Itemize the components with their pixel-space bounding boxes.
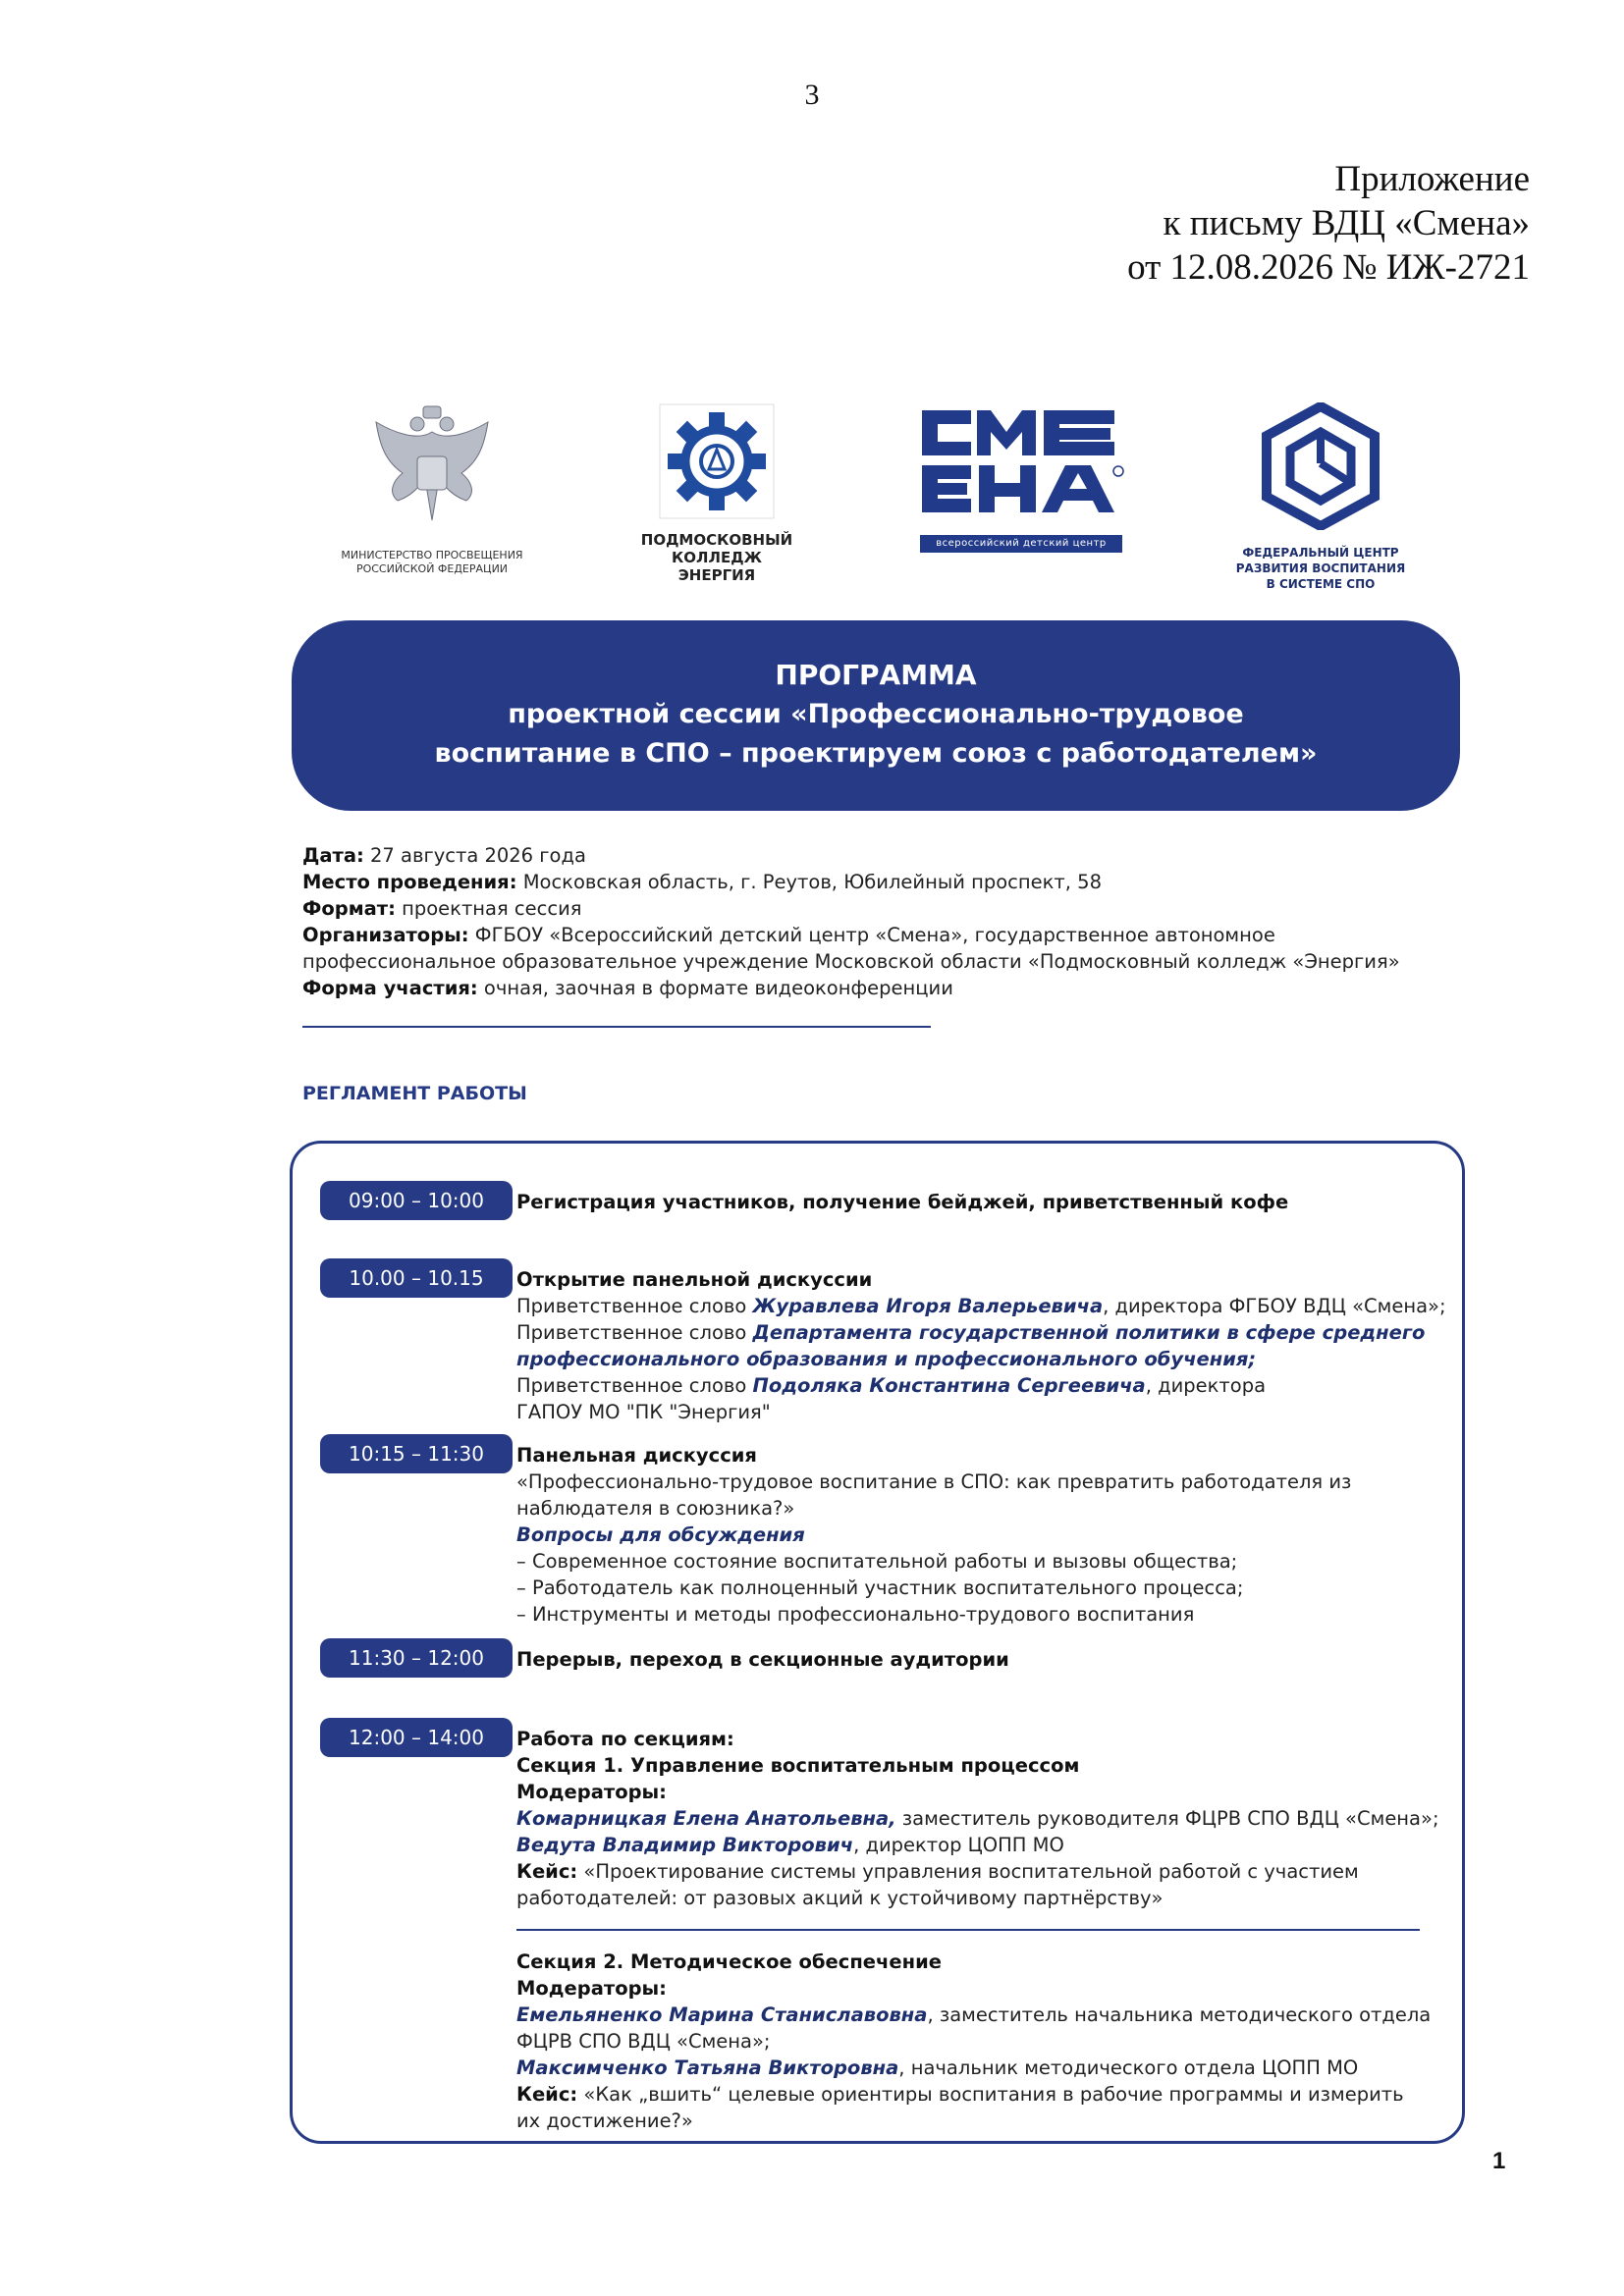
smena-logo	[913, 402, 1129, 553]
moderator-line	[516, 1832, 1449, 1858]
meta-format-value: проектная сессия	[395, 897, 582, 920]
text-fragment: Приветственное слово	[516, 1295, 753, 1317]
department-name: Департамента государственной политики в сфере среднего	[752, 1321, 1426, 1344]
meta-participation	[302, 975, 1481, 1001]
moderator-line-cont: ФЦРВ СПО ВДЦ «Смена»;	[516, 2030, 771, 2053]
meta-place-label: Место проведения:	[302, 871, 517, 893]
moderator-line	[516, 2002, 1449, 2028]
meta-date-label: Дата:	[302, 844, 364, 867]
department-name-cont: профессионального образования и профессионального обучения;	[516, 1348, 1257, 1370]
time-badge: 11:30 – 12:00	[320, 1638, 513, 1678]
appendix-line-3: от 12.08.2026 № ИЖ-2721	[1127, 247, 1530, 288]
page-number-bottom: 1	[1492, 2148, 1506, 2174]
row-title: Регистрация участников, получение бейджей, приветственный кофе	[516, 1191, 1289, 1213]
greeting-line	[516, 1319, 1449, 1346]
case-line	[516, 1858, 1449, 1885]
discussion-topic-cont: наблюдателя в союзника?»	[516, 1497, 795, 1520]
row-title: Панельная дискуссия	[516, 1444, 757, 1467]
section-2-title: Секция 2. Методическое обеспечение	[516, 1950, 942, 1973]
row-content	[516, 1189, 1449, 1215]
row-content	[516, 1726, 1449, 2134]
text-fragment: , директора ФГБОУ ВДЦ «Смена»;	[1103, 1295, 1446, 1317]
case-text-cont: их достижение?»	[516, 2109, 693, 2132]
ministry-logo	[314, 402, 550, 576]
person-name: Емельяненко Марина Станиславовна	[516, 2003, 928, 2026]
section-2-moderators-label: Модераторы:	[516, 1977, 667, 2000]
banner-subtitle-2: воспитание в СПО – проектируем союз с работодателем»	[434, 738, 1318, 769]
appendix-line-1: Приложение	[1334, 159, 1530, 199]
fcrv-caption-3: В СИСТЕМЕ СПО	[1266, 577, 1376, 591]
person-name: Ведута Владимир Викторович	[516, 1834, 854, 1856]
fcrv-caption-2: РАЗВИТИЯ ВОСПИТАНИЯ	[1235, 561, 1406, 575]
event-meta	[302, 842, 1481, 1001]
time-badge: 10.00 – 10.15	[320, 1258, 513, 1298]
row-content	[516, 1442, 1449, 1628]
meta-org-value-1: ФГБОУ «Всероссийский детский центр «Смена», государственное автономное	[468, 924, 1275, 946]
banner-title: ПРОГРАММА	[775, 659, 977, 691]
meta-format-label: Формат:	[302, 897, 396, 920]
energy-caption-2: КОЛЛЕДЖ	[672, 549, 762, 566]
appendix-block	[1127, 157, 1530, 290]
greeting-line	[516, 1372, 1449, 1399]
case-text-cont: работодателей: от разовых акций к устойчивому партнёрству»	[516, 1887, 1164, 1909]
smena-wordmark-icon	[918, 402, 1124, 530]
text-fragment: , начальник методического отдела ЦОПП МО	[898, 2056, 1359, 2079]
meta-format	[302, 895, 1481, 922]
case-label: Кейс:	[516, 2083, 578, 2106]
text-fragment: Приветственное слово	[516, 1321, 753, 1344]
row-title: Работа по секциям:	[516, 1728, 734, 1750]
time-badge: 10:15 – 11:30	[320, 1434, 513, 1473]
appendix-line-2: к письму ВДЦ «Смена»	[1163, 203, 1530, 243]
logo-row	[314, 402, 1453, 599]
row-title: Открытие панельной дискуссии	[516, 1268, 873, 1291]
meta-divider	[302, 1026, 931, 1028]
meta-place	[302, 869, 1481, 895]
case-line	[516, 2081, 1449, 2108]
fcrv-caption-1: ФЕДЕРАЛЬНЫЙ ЦЕНТР	[1242, 546, 1399, 560]
hexagon-cube-icon	[1257, 402, 1384, 530]
row-content	[516, 1266, 1449, 1425]
text-fragment: заместитель руководителя ФЦРВ СПО ВДЦ «Смена»;	[895, 1807, 1439, 1830]
text-fragment: Приветственное слово	[516, 1374, 753, 1397]
meta-participation-value: очная, заочная в формате видеоконференции	[477, 977, 953, 999]
question-item: – Работодатель как полноценный участник воспитательного процесса;	[516, 1576, 1244, 1599]
question-item: – Инструменты и методы профессионально-трудового воспитания	[516, 1603, 1195, 1626]
text-fragment: , директора	[1145, 1374, 1267, 1397]
row-title: Перерыв, переход в секционные аудитории	[516, 1648, 1009, 1671]
meta-org-label: Организаторы:	[302, 924, 469, 946]
section-1-moderators-label: Модераторы:	[516, 1781, 667, 1803]
ministry-caption-1: МИНИСТЕРСТВО ПРОСВЕЩЕНИЯ	[341, 549, 523, 561]
schedule-heading: РЕГЛАМЕНТ РАБОТЫ	[302, 1083, 527, 1104]
smena-band-text: всероссийский детский центр	[920, 535, 1122, 553]
greeting-line	[516, 1293, 1449, 1319]
gear-emblem-icon	[658, 402, 776, 520]
case-label: Кейс:	[516, 1860, 578, 1883]
section-divider	[516, 1929, 1420, 1931]
program-banner	[292, 620, 1460, 811]
text-fragment: , заместитель начальника методического отдела	[927, 2003, 1432, 2026]
meta-organizers-cont: профессиональное образовательное учреждение Московской области «Подмосковный колледж «Энергия»	[302, 950, 1400, 973]
discussion-topic: «Профессионально-трудовое воспитание в СПО: как превратить работодателя из	[516, 1470, 1352, 1493]
moderator-line	[516, 2055, 1449, 2081]
section-1-title: Секция 1. Управление воспитательным процессом	[516, 1754, 1080, 1777]
meta-place-value: Московская область, г. Реутов, Юбилейный проспект, 58	[516, 871, 1102, 893]
schedule-box	[290, 1141, 1465, 2144]
questions-heading: Вопросы для обсуждения	[516, 1523, 805, 1546]
meta-date	[302, 842, 1481, 869]
meta-organizers	[302, 922, 1481, 948]
moderator-line	[516, 1805, 1449, 1832]
person-name: Максимченко Татьяна Викторовна	[516, 2056, 899, 2079]
question-item: – Современное состояние воспитательной работы и вызовы общества;	[516, 1550, 1238, 1573]
person-name: Подоляка Константина Сергеевича	[752, 1374, 1146, 1397]
person-name: Журавлева Игоря Валерьевича	[752, 1295, 1104, 1317]
fcrv-logo	[1232, 402, 1409, 592]
meta-date-value: 27 августа 2026 года	[363, 844, 586, 867]
energy-caption-1: ПОДМОСКОВНЫЙ	[640, 531, 793, 549]
double-headed-eagle-icon	[358, 402, 506, 540]
time-badge: 12:00 – 14:00	[320, 1718, 513, 1757]
text-fragment: , директор ЦОПП МО	[853, 1834, 1064, 1856]
energy-college-logo	[628, 402, 805, 584]
time-badge: 09:00 – 10:00	[320, 1181, 513, 1220]
person-name: Комарницкая Елена Анатольевна,	[516, 1807, 896, 1830]
banner-subtitle-1: проектной сессии «Профессионально-трудовое	[508, 699, 1244, 729]
ministry-caption-2: РОССИЙСКОЙ ФЕДЕРАЦИИ	[355, 562, 509, 575]
meta-participation-label: Форма участия:	[302, 977, 478, 999]
case-text: «Проектирование системы управления воспитательной работой с участием	[577, 1860, 1359, 1883]
case-text: «Как „вшить“ целевые ориентиры воспитания в рабочие программы и измерить	[577, 2083, 1404, 2106]
row-content	[516, 1646, 1449, 1673]
energy-caption-3: ЭНЕРГИЯ	[677, 566, 756, 584]
page-number-top: 3	[804, 79, 820, 111]
org-name: ГАПОУ МО "ПК "Энергия"	[516, 1401, 771, 1423]
